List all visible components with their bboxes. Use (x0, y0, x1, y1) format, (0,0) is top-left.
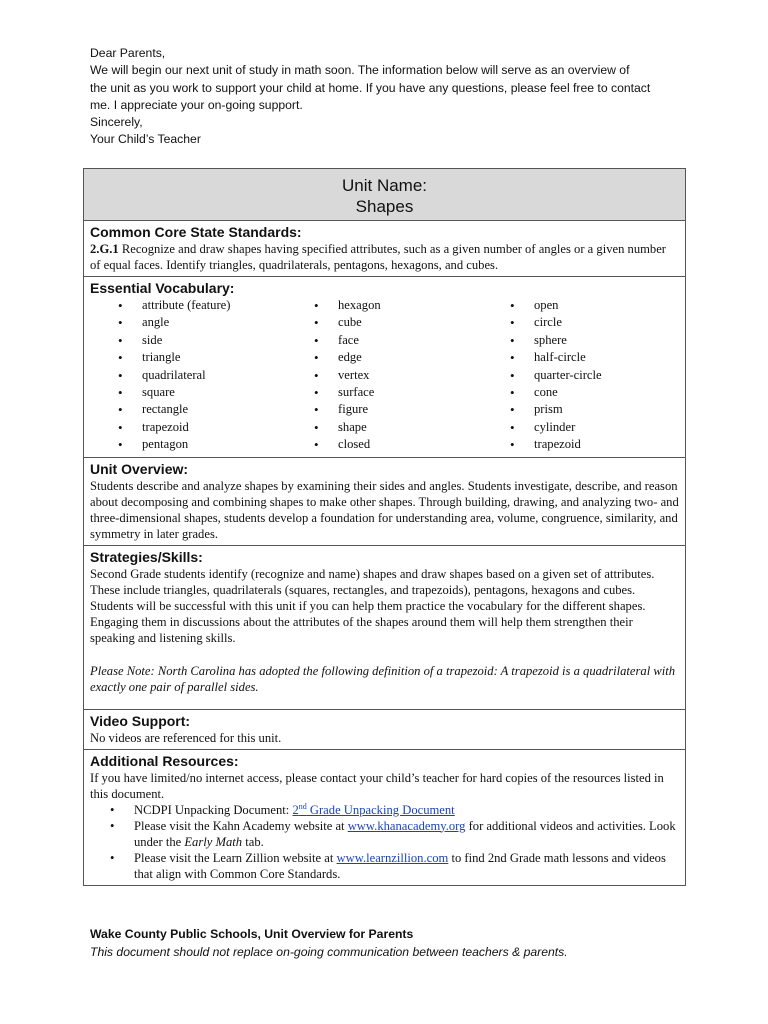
vocab-item: • sphere (510, 332, 660, 349)
vocab-item: • trapezoid (510, 436, 660, 453)
vocab-item: • edge (314, 349, 510, 366)
unit-name: Shapes (355, 197, 414, 216)
strategies-heading: Strategies/Skills: (90, 548, 203, 565)
parent-letter (90, 45, 690, 149)
vocab-item: • rectangle (118, 401, 314, 418)
vocabulary-column (314, 297, 510, 454)
standards-section (84, 221, 685, 277)
letter-closing: Sincerely, (90, 115, 143, 130)
resources-heading: Additional Resources: (90, 752, 239, 769)
page-footer (90, 925, 568, 961)
resources-section (84, 750, 685, 885)
khan-academy-link[interactable]: www.khanacademy.org (347, 818, 466, 833)
letter-body-line: the unit as you work to support your child at home. If you have any questions, please feel free to contact (90, 80, 651, 95)
unit-overview-table (83, 168, 686, 886)
vocab-item: • cone (510, 384, 660, 401)
vocab-item: • pentagon (118, 436, 314, 453)
vocab-item: • figure (314, 401, 510, 418)
vocab-item: • prism (510, 401, 660, 418)
resources-list (90, 802, 679, 882)
vocab-item: • open (510, 297, 660, 314)
resource-item-learnzillion: • Please visit the Learn Zillion website at www.learnzillion.com to find 2nd Grade math lessons and videos that align with Common Core Standards. (110, 850, 679, 882)
letter-body-line: We will begin our next unit of study in math soon. The information below will serve as an overview of (90, 63, 630, 78)
vocab-item: • hexagon (314, 297, 510, 314)
letter-signature: Your Child’s Teacher (90, 132, 201, 147)
vocab-item: • half-circle (510, 349, 660, 366)
overview-text: Students describe and analyze shapes by examining their sides and angles. Students investigate, describe, and reason about decomposing and combining shapes to make other shapes. Through building, drawing, and analyzing two- and three-dimensional shapes, students develop a foundation for understanding area, volume, congruence, similarity, and symmetry in later grades. (90, 478, 679, 541)
standards-text (90, 241, 679, 273)
video-section (84, 710, 685, 750)
vocabulary-list (90, 297, 679, 454)
letter-greeting: Dear Parents, (90, 46, 166, 60)
vocab-item: • side (118, 332, 314, 349)
vocab-item: • angle (118, 314, 314, 331)
vocab-item: • cube (314, 314, 510, 331)
video-text: No videos are referenced for this unit. (90, 730, 282, 745)
strategies-text: Second Grade students identify (recognize and name) shapes and draw shapes based on a given set of attributes. These include triangles, quadrilaterals (squares, rectangles, and trapezoids), pentagons, hexagons and cubes. Students will be successful with this unit if you can help them practice the vocabulary for the different shapes. Engaging them in discussions about the attributes of the shapes around them will help them strengthen their speaking and listening skills. (90, 566, 655, 645)
vocab-item: • shape (314, 419, 510, 436)
standard-code: 2.G.1 (90, 242, 119, 256)
overview-heading: Unit Overview: (90, 460, 189, 477)
vocab-item: • square (118, 384, 314, 401)
unpacking-document-link[interactable]: 2nd Grade Unpacking Document (292, 801, 455, 817)
vocab-item: • face (314, 332, 510, 349)
learnzillion-link[interactable]: www.learnzillion.com (336, 850, 449, 865)
trapezoid-note: Please Note: North Carolina has adopted the following definition of a trapezoid: A trapezoid is a quadrilateral with exactly one pair of parallel sides. (90, 663, 676, 694)
standards-heading: Common Core State Standards: (90, 224, 302, 240)
vocab-item: • triangle (118, 349, 314, 366)
vocabulary-section (84, 277, 685, 458)
unit-name-header (84, 169, 685, 221)
video-heading: Video Support: (90, 712, 191, 729)
resource-item-ncdpi: • NCDPI Unpacking Document: 2nd Grade Unpacking Document (110, 802, 679, 818)
strategies-section (84, 546, 685, 710)
vocab-item: • circle (510, 314, 660, 331)
resources-intro: If you have limited/no internet access, please contact your child’s teacher for hard copies of the resources listed in this document. (90, 770, 664, 801)
letter-body-line: me. I appreciate your on-going support. (90, 97, 303, 112)
vocab-item: • quadrilateral (118, 367, 314, 384)
vocabulary-heading: Essential Vocabulary: (90, 280, 235, 296)
vocab-item: • cylinder (510, 419, 660, 436)
footer-title: Wake County Public Schools, Unit Overview for Parents (90, 927, 414, 941)
vocab-item: • trapezoid (118, 419, 314, 436)
vocab-item: • quarter-circle (510, 367, 660, 384)
vocab-item: • closed (314, 436, 510, 453)
standard-description: Recognize and draw shapes having specified attributes, such as a given number of angles or a given number of equal faces. Identify triangles, quadrilaterals, pentagons, hexagons, and cubes. (90, 242, 666, 272)
overview-section (84, 458, 685, 546)
vocabulary-column (510, 297, 660, 454)
unit-name-label: Unit Name: (341, 176, 428, 195)
vocabulary-column (118, 297, 314, 454)
vocab-item: • surface (314, 384, 510, 401)
resource-item-khan: • Please visit the Kahn Academy website at www.khanacademy.org for additional videos and activities. Look under the Early Math tab. (110, 818, 679, 850)
vocab-item: • attribute (feature) (118, 297, 314, 314)
footer-note: This document should not replace on-going communication between teachers & parents. (90, 945, 568, 959)
vocab-item: • vertex (314, 367, 510, 384)
